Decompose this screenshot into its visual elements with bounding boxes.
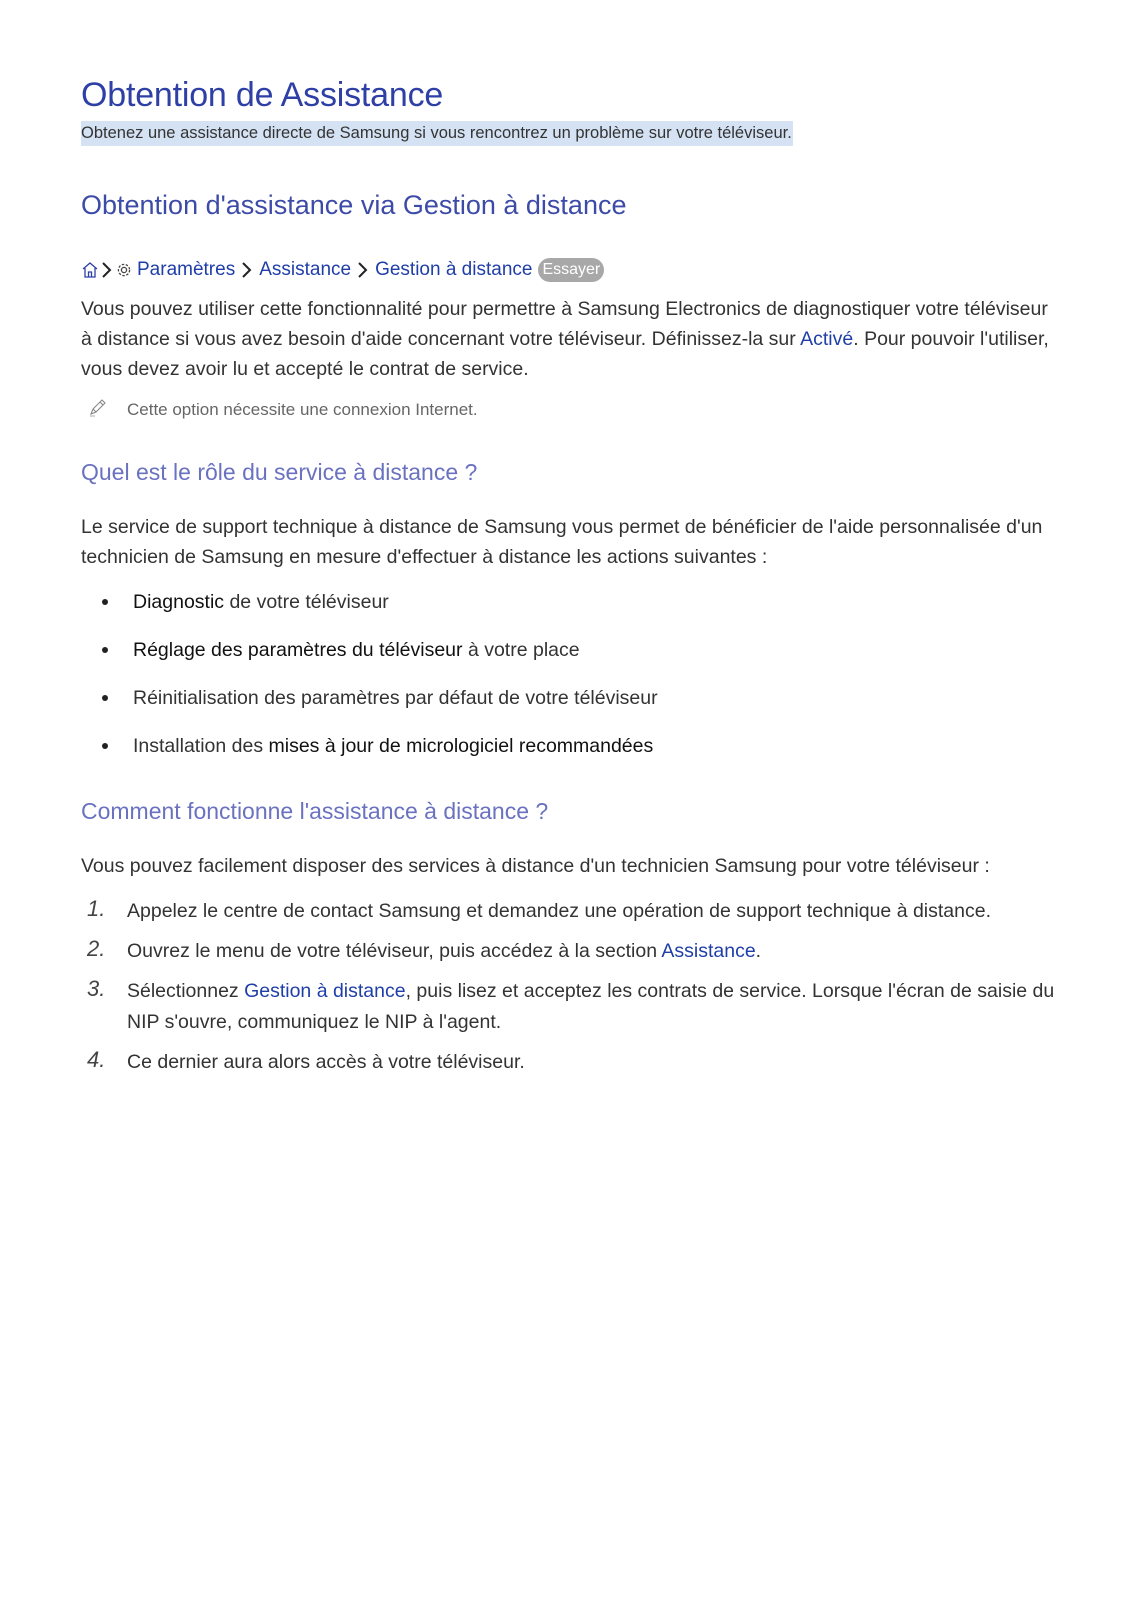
chevron-right-icon (99, 260, 115, 280)
bullet-icon (102, 647, 108, 653)
step-text: , puis lisez et acceptez les contrats de service. Lorsque l'écran de saisie du NIP s'ouvre, communiquez le NIP à l'agent. (127, 980, 1055, 1033)
note-text: Cette option nécessite une connexion Internet. (127, 400, 478, 419)
section-paragraph (81, 294, 1056, 384)
breadcrumb-item-parametres[interactable]: Paramètres (137, 259, 236, 280)
actions-list (81, 587, 658, 779)
assistance-link: Assistance (661, 940, 756, 962)
step-text: Sélectionnez (127, 980, 245, 1002)
breadcrumb-item-gestion[interactable]: Gestion à distance (375, 259, 533, 280)
chevron-right-icon (355, 260, 371, 280)
bullet-text: de votre téléviseur (224, 591, 389, 613)
list-item (81, 936, 1056, 967)
list-item (81, 587, 658, 635)
steps-list (81, 896, 1056, 1087)
bullet-strong: Réglage des paramètres du téléviseur (133, 639, 463, 661)
bullet-icon (102, 743, 108, 749)
chevron-right-icon (239, 260, 255, 280)
breadcrumb-item-assistance[interactable]: Assistance (259, 259, 352, 280)
list-item (81, 896, 1056, 927)
try-button[interactable]: Essayer (538, 258, 604, 282)
step-number: 2. (87, 936, 106, 961)
active-setting-link: Activé (800, 328, 854, 350)
intro-text: Obtenez une assistance directe de Samsung si vous rencontrez un problème sur votre téléviseur. (81, 121, 793, 146)
subheading-role: Quel est le rôle du service à distance ? (81, 459, 478, 485)
step-number: 1. (87, 896, 106, 921)
bullet-text: Installation des (133, 735, 269, 757)
home-icon[interactable] (81, 261, 99, 279)
bullet-icon (102, 695, 108, 701)
subheading-how: Comment fonctionne l'assistance à distance ? (81, 798, 549, 824)
pencil-icon (87, 396, 109, 423)
breadcrumb (81, 255, 604, 285)
gestion-link: Gestion à distance (244, 980, 406, 1002)
paragraph-text: . Pour pouvoir l'utiliser, vous devez avoir lu et accepté le contrat de service. (81, 328, 1049, 380)
list-item (81, 731, 658, 779)
bullet-strong: Diagnostic (133, 591, 225, 613)
gear-icon (115, 261, 133, 279)
paragraph-text: Vous pouvez utiliser cette fonctionnalité pour permettre à Samsung Electronics de diagnostiquer votre téléviseur à distance si vous avez besoin d'aide concernant votre téléviseur. Définissez-la sur (81, 298, 1048, 350)
step-text: Appelez le centre de contact Samsung et demandez une opération de support technique à distance. (127, 900, 991, 922)
bullet-icon (102, 599, 108, 605)
step-number: 3. (87, 976, 106, 1001)
page-title: Obtention de Assistance (81, 76, 444, 114)
bullet-text: à votre place (462, 639, 580, 661)
how-paragraph: Vous pouvez facilement disposer des services à distance d'un technicien Samsung pour votre téléviseur : (81, 855, 990, 877)
bullet-text: Réinitialisation des paramètres par défaut de votre téléviseur (133, 687, 658, 709)
step-text: Ouvrez le menu de votre téléviseur, puis accédez à la section (127, 940, 662, 962)
list-item (81, 635, 658, 683)
role-paragraph: Le service de support technique à distance de Samsung vous permet de bénéficier de l'aide personnalisée d'un technicien de Samsung en mesure d'effectuer à distance les actions suivantes : (81, 516, 1043, 568)
step-text: . (755, 940, 762, 962)
bullet-strong: mises à jour de micrologiciel recommandées (268, 735, 654, 757)
note (81, 400, 478, 420)
list-item (81, 683, 658, 731)
section-heading: Obtention d'assistance via Gestion à distance (81, 190, 627, 220)
list-item (81, 1047, 1056, 1078)
step-number: 4. (87, 1047, 106, 1072)
list-item (81, 976, 1056, 1038)
step-text: Ce dernier aura alors accès à votre téléviseur. (127, 1051, 525, 1073)
